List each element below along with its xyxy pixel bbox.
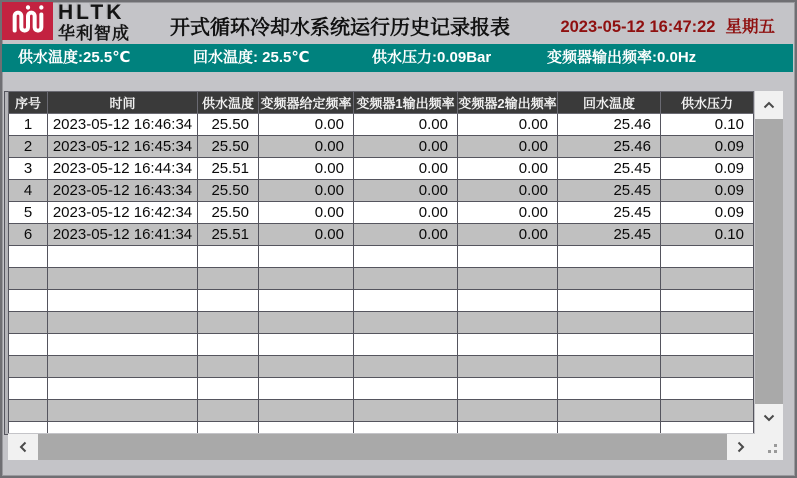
table-cell <box>458 268 558 290</box>
table-cell <box>198 334 259 356</box>
table-cell: 25.50 <box>198 136 259 158</box>
scroll-up-button[interactable] <box>755 91 783 119</box>
table-cell: 0.00 <box>458 202 558 224</box>
table-cell <box>661 290 754 312</box>
table-cell: 2023-05-12 16:46:34 <box>48 114 198 136</box>
status-vfd-frequency: 变频器输出频率:0.0Hz <box>547 49 697 66</box>
table-cell <box>458 312 558 334</box>
table-cell: 25.51 <box>198 224 259 246</box>
table-cell <box>458 356 558 378</box>
table-cell: 1 <box>9 114 48 136</box>
table-cell: 2023-05-12 16:43:34 <box>48 180 198 202</box>
table-cell: 25.45 <box>558 224 661 246</box>
table-cell <box>661 268 754 290</box>
column-header[interactable]: 序号 <box>9 92 48 114</box>
table-cell <box>48 400 198 422</box>
table-cell: 0.00 <box>458 180 558 202</box>
table-cell: 2023-05-12 16:41:34 <box>48 224 198 246</box>
scroll-right-button[interactable] <box>727 434 755 460</box>
table-cell <box>198 312 259 334</box>
status-supply-temp: 供水温度:25.5℃ <box>18 49 131 66</box>
table-cell <box>558 356 661 378</box>
table-cell <box>259 378 354 400</box>
empty-row[interactable] <box>9 290 754 312</box>
table-cell <box>458 334 558 356</box>
table-cell: 3 <box>9 158 48 180</box>
table-row[interactable] <box>9 224 754 246</box>
table-cell: 2023-05-12 16:44:34 <box>48 158 198 180</box>
column-header[interactable]: 供水温度 <box>198 92 259 114</box>
table-cell <box>354 356 458 378</box>
table-cell <box>354 422 458 434</box>
table-cell: 0.00 <box>354 158 458 180</box>
table-cell <box>259 290 354 312</box>
table-cell <box>259 246 354 268</box>
weekday-value: 星期五 <box>725 18 775 36</box>
table-cell: 0.00 <box>354 180 458 202</box>
table-cell <box>48 356 198 378</box>
horizontal-scroll-track[interactable] <box>38 434 727 460</box>
table-cell <box>558 400 661 422</box>
table-cell <box>558 334 661 356</box>
table-cell <box>48 290 198 312</box>
company-logo <box>2 2 53 40</box>
table-cell: 0.00 <box>259 180 354 202</box>
table-cell <box>9 378 48 400</box>
page-title: 开式循环冷却水系统运行历史记录报表 <box>170 17 510 39</box>
table-cell <box>198 268 259 290</box>
logo-abbr: HLTK <box>58 1 125 24</box>
chevron-right-icon <box>737 441 745 453</box>
table-cell <box>48 334 198 356</box>
table-cell <box>354 290 458 312</box>
table-cell: 25.46 <box>558 136 661 158</box>
scroll-left-button[interactable] <box>8 434 38 460</box>
empty-row[interactable] <box>9 312 754 334</box>
table-cell <box>458 290 558 312</box>
table-cell <box>48 378 198 400</box>
table-cell: 2023-05-12 16:45:34 <box>48 136 198 158</box>
table-row[interactable] <box>9 114 754 136</box>
status-return-temp: 回水温度: 25.5℃ <box>193 49 310 66</box>
table-cell: 0.09 <box>661 202 754 224</box>
table-cell <box>661 312 754 334</box>
table-cell: 25.50 <box>198 114 259 136</box>
table-cell <box>458 246 558 268</box>
table-cell <box>9 334 48 356</box>
vertical-scrollbar[interactable] <box>755 91 783 460</box>
table-cell: 0.09 <box>661 180 754 202</box>
table-cell <box>661 378 754 400</box>
table-cell <box>9 422 48 434</box>
table-cell <box>354 334 458 356</box>
column-header[interactable]: 回水温度 <box>558 92 661 114</box>
table-cell: 0.00 <box>354 136 458 158</box>
history-table-container[interactable] <box>8 91 754 433</box>
table-cell: 0.00 <box>458 224 558 246</box>
scrollbar-corner <box>755 432 783 460</box>
column-header[interactable]: 变频器给定频率 <box>259 92 354 114</box>
table-cell: 0.00 <box>259 224 354 246</box>
table-cell <box>354 312 458 334</box>
table-cell <box>458 378 558 400</box>
table-body <box>9 114 754 434</box>
table-cell <box>558 246 661 268</box>
table-cell <box>354 378 458 400</box>
table-cell <box>558 312 661 334</box>
chevron-up-icon <box>763 101 775 109</box>
table-cell: 0.09 <box>661 136 754 158</box>
table-cell: 0.10 <box>661 114 754 136</box>
table-cell: 0.00 <box>354 224 458 246</box>
table-cell <box>198 400 259 422</box>
horizontal-scrollbar[interactable] <box>8 434 755 460</box>
datetime-value: 2023-05-12 16:47:22 <box>560 18 716 36</box>
table-cell <box>198 290 259 312</box>
scroll-down-button[interactable] <box>755 404 783 432</box>
table-cell <box>9 356 48 378</box>
chevron-down-icon <box>763 414 775 422</box>
table-cell: 25.45 <box>558 158 661 180</box>
table-cell <box>661 334 754 356</box>
table-cell <box>354 268 458 290</box>
vertical-scroll-track[interactable] <box>755 119 783 404</box>
table-row[interactable] <box>9 180 754 202</box>
table-cell: 0.10 <box>661 224 754 246</box>
table-cell <box>48 268 198 290</box>
table-cell: 0.00 <box>259 114 354 136</box>
table-cell <box>259 356 354 378</box>
table-cell <box>259 334 354 356</box>
table-cell <box>198 246 259 268</box>
table-cell: 2023-05-12 16:42:34 <box>48 202 198 224</box>
table-cell <box>9 290 48 312</box>
table-cell <box>48 422 198 434</box>
logo-text <box>58 2 130 42</box>
table-cell: 2 <box>9 136 48 158</box>
table-cell <box>259 312 354 334</box>
column-header[interactable]: 时间 <box>48 92 198 114</box>
table-cell <box>661 422 754 434</box>
table-cell: 0.09 <box>661 158 754 180</box>
datetime-display <box>560 13 775 37</box>
table-cell <box>259 400 354 422</box>
status-bar <box>2 44 793 72</box>
table-cell <box>9 312 48 334</box>
empty-row[interactable] <box>9 246 754 268</box>
empty-row[interactable] <box>9 356 754 378</box>
column-header[interactable]: 供水压力 <box>661 92 754 114</box>
empty-row[interactable] <box>9 378 754 400</box>
table-cell: 0.00 <box>458 158 558 180</box>
logo-wave-icon <box>8 3 48 40</box>
table-cell <box>259 422 354 434</box>
logo-name: 华利智成 <box>58 24 130 43</box>
table-cell: 0.00 <box>458 136 558 158</box>
table-cell <box>9 400 48 422</box>
table-cell <box>259 268 354 290</box>
table-cell <box>198 356 259 378</box>
table-cell: 4 <box>9 180 48 202</box>
table-cell <box>558 422 661 434</box>
table-cell <box>661 356 754 378</box>
table-cell: 0.00 <box>259 202 354 224</box>
table-cell <box>558 378 661 400</box>
table-header-row <box>9 92 754 114</box>
table-cell: 25.46 <box>558 114 661 136</box>
table-cell <box>48 312 198 334</box>
table-cell: 5 <box>9 202 48 224</box>
status-supply-pressure: 供水压力:0.09Bar <box>372 49 492 66</box>
table-cell <box>354 246 458 268</box>
table-cell: 0.00 <box>354 114 458 136</box>
table-cell: 25.51 <box>198 158 259 180</box>
empty-row[interactable] <box>9 422 754 434</box>
table-cell: 0.00 <box>259 136 354 158</box>
chevron-left-icon <box>19 441 27 453</box>
table-cell <box>198 422 259 434</box>
table-cell <box>9 268 48 290</box>
table-cell <box>661 400 754 422</box>
table-cell <box>458 400 558 422</box>
table-cell <box>198 378 259 400</box>
table-cell <box>9 246 48 268</box>
table-cell: 0.00 <box>259 158 354 180</box>
empty-row[interactable] <box>9 268 754 290</box>
table-cell <box>558 290 661 312</box>
table-cell <box>354 400 458 422</box>
table-cell <box>661 246 754 268</box>
table-cell: 25.45 <box>558 180 661 202</box>
table-row[interactable] <box>9 202 754 224</box>
table-cell: 0.00 <box>458 114 558 136</box>
empty-row[interactable] <box>9 334 754 356</box>
table-row[interactable] <box>9 136 754 158</box>
resize-grip-icon <box>774 450 777 453</box>
empty-row[interactable] <box>9 400 754 422</box>
table-cell: 6 <box>9 224 48 246</box>
table-cell: 25.45 <box>558 202 661 224</box>
table-row[interactable] <box>9 158 754 180</box>
table-cell: 25.50 <box>198 180 259 202</box>
table-cell <box>48 246 198 268</box>
table-cell: 0.00 <box>354 202 458 224</box>
column-header[interactable]: 变频器2输出频率 <box>458 92 558 114</box>
table-cell <box>558 268 661 290</box>
column-header[interactable]: 变频器1输出频率 <box>354 92 458 114</box>
table-cell: 25.50 <box>198 202 259 224</box>
table-cell <box>458 422 558 434</box>
history-table <box>8 91 754 433</box>
